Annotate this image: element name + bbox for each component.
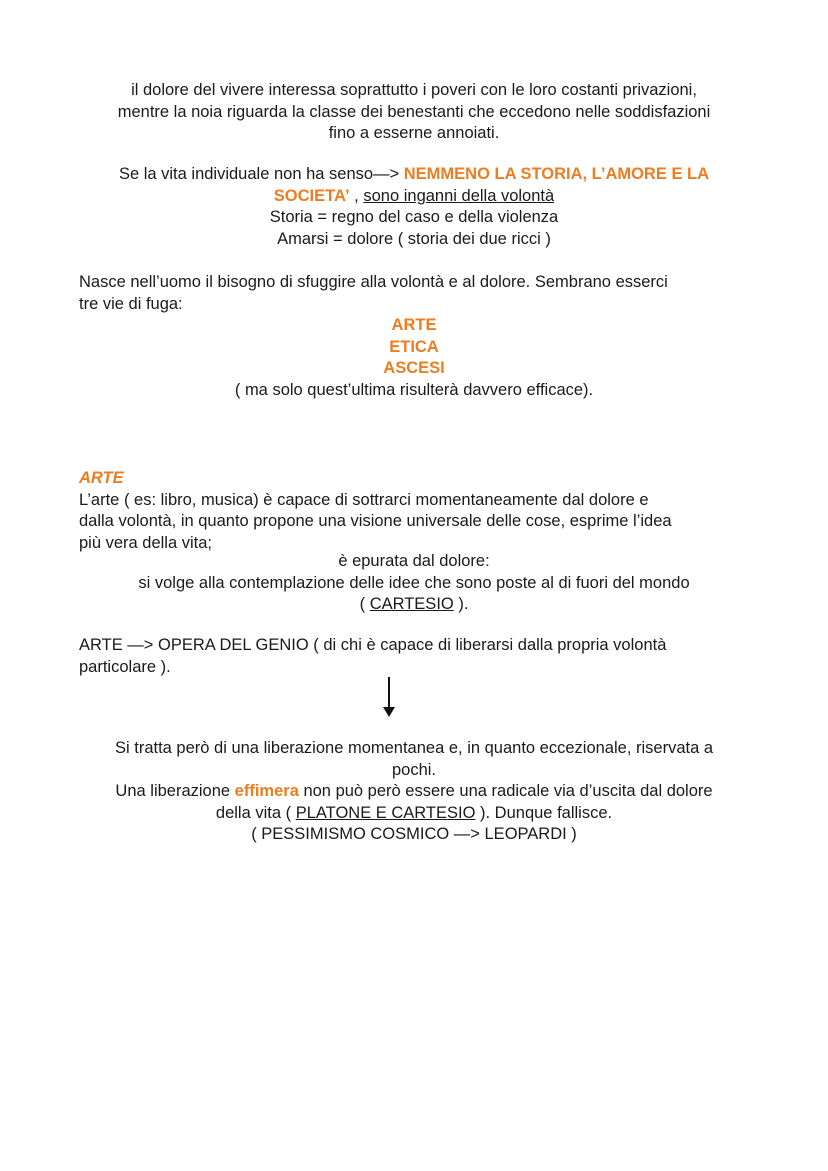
text-fragment: Una liberazione bbox=[115, 782, 235, 800]
text-line: particolare ). bbox=[79, 657, 171, 676]
escape-paragraph bbox=[79, 272, 769, 315]
escape-way-item: ETICA bbox=[389, 337, 439, 356]
text-fragment: non può però essere una radicale via d’uscita dal dolore bbox=[298, 782, 713, 800]
text-line bbox=[60, 186, 768, 208]
text-line: ( ma solo quest’ultima risulterà davvero efficace). bbox=[234, 380, 594, 399]
arte-section bbox=[79, 468, 769, 554]
text-line: Storia = regno del caso e della violenza bbox=[269, 208, 559, 226]
conclusion-paragraph bbox=[60, 738, 768, 846]
text-fragment: ( bbox=[359, 595, 370, 613]
text-fragment: ). bbox=[453, 595, 469, 613]
text-line: tre vie di fuga: bbox=[79, 294, 183, 313]
text-line: fino a esserne annoiati. bbox=[328, 124, 500, 142]
text-line: si volge alla contemplazione delle idee che sono poste al di fuori del mondo bbox=[138, 573, 690, 592]
section-heading: ARTE bbox=[79, 469, 124, 487]
text-line: dalla volontà, in quanto propone una visione universale delle cose, esprime l’idea bbox=[79, 512, 672, 530]
text-line: L’arte ( es: libro, musica) è capace di sottrarci momentaneamente dal dolore e bbox=[79, 490, 649, 509]
text-line bbox=[60, 164, 768, 186]
intro-paragraph bbox=[60, 80, 768, 145]
text-line: pochi. bbox=[391, 760, 437, 779]
text-fragment: Se la vita individuale non ha senso—> bbox=[118, 165, 404, 183]
underlined-text: CARTESIO bbox=[369, 595, 454, 613]
arte-centered-block bbox=[60, 551, 768, 616]
highlight-text: NEMMENO LA STORIA, L’AMORE E LA bbox=[403, 165, 710, 183]
text-line: il dolore del vivere interessa soprattutto i poveri con le loro costanti privazioni, bbox=[131, 81, 697, 99]
text-line: mentre la noia riguarda la classe dei benestanti che eccedono nelle soddisfazioni bbox=[117, 102, 711, 121]
escape-way-item: ARTE bbox=[391, 316, 437, 334]
underlined-text: sono inganni della volontà bbox=[363, 186, 555, 205]
escape-ways-list bbox=[60, 315, 768, 401]
text-fragment: della vita ( bbox=[215, 803, 296, 822]
text-line: Amarsi = dolore ( storia dei due ricci ) bbox=[277, 229, 551, 248]
text-line bbox=[60, 594, 768, 616]
text-line: Nasce nell’uomo il bisogno di sfuggire alla volontà e al dolore. Sembrano esserci bbox=[79, 273, 668, 291]
text-line: è epurata dal dolore: bbox=[338, 552, 490, 570]
text-line bbox=[60, 781, 768, 803]
text-line: Si tratta però di una liberazione momentanea e, in quanto eccezionale, riservata a bbox=[114, 739, 714, 757]
text-fragment: ). Dunque fallisce. bbox=[475, 803, 613, 822]
down-arrow-icon bbox=[379, 676, 399, 718]
text-line: ARTE —> OPERA DEL GENIO ( di chi è capace di liberarsi dalla propria volontà bbox=[79, 636, 667, 654]
highlight-text: effimera bbox=[234, 782, 299, 800]
text-line: ( PESSIMISMO COSMICO —> LEOPARDI ) bbox=[251, 825, 577, 843]
text-line bbox=[60, 803, 768, 825]
escape-way-item: ASCESI bbox=[383, 359, 445, 377]
life-meaning-paragraph bbox=[60, 164, 768, 250]
text-line: più vera della vita; bbox=[79, 533, 212, 552]
text-fragment: , bbox=[349, 186, 364, 205]
highlight-text: SOCIETA’ bbox=[273, 186, 350, 205]
underlined-text: PLATONE E CARTESIO bbox=[295, 803, 476, 822]
genio-paragraph bbox=[79, 635, 769, 678]
